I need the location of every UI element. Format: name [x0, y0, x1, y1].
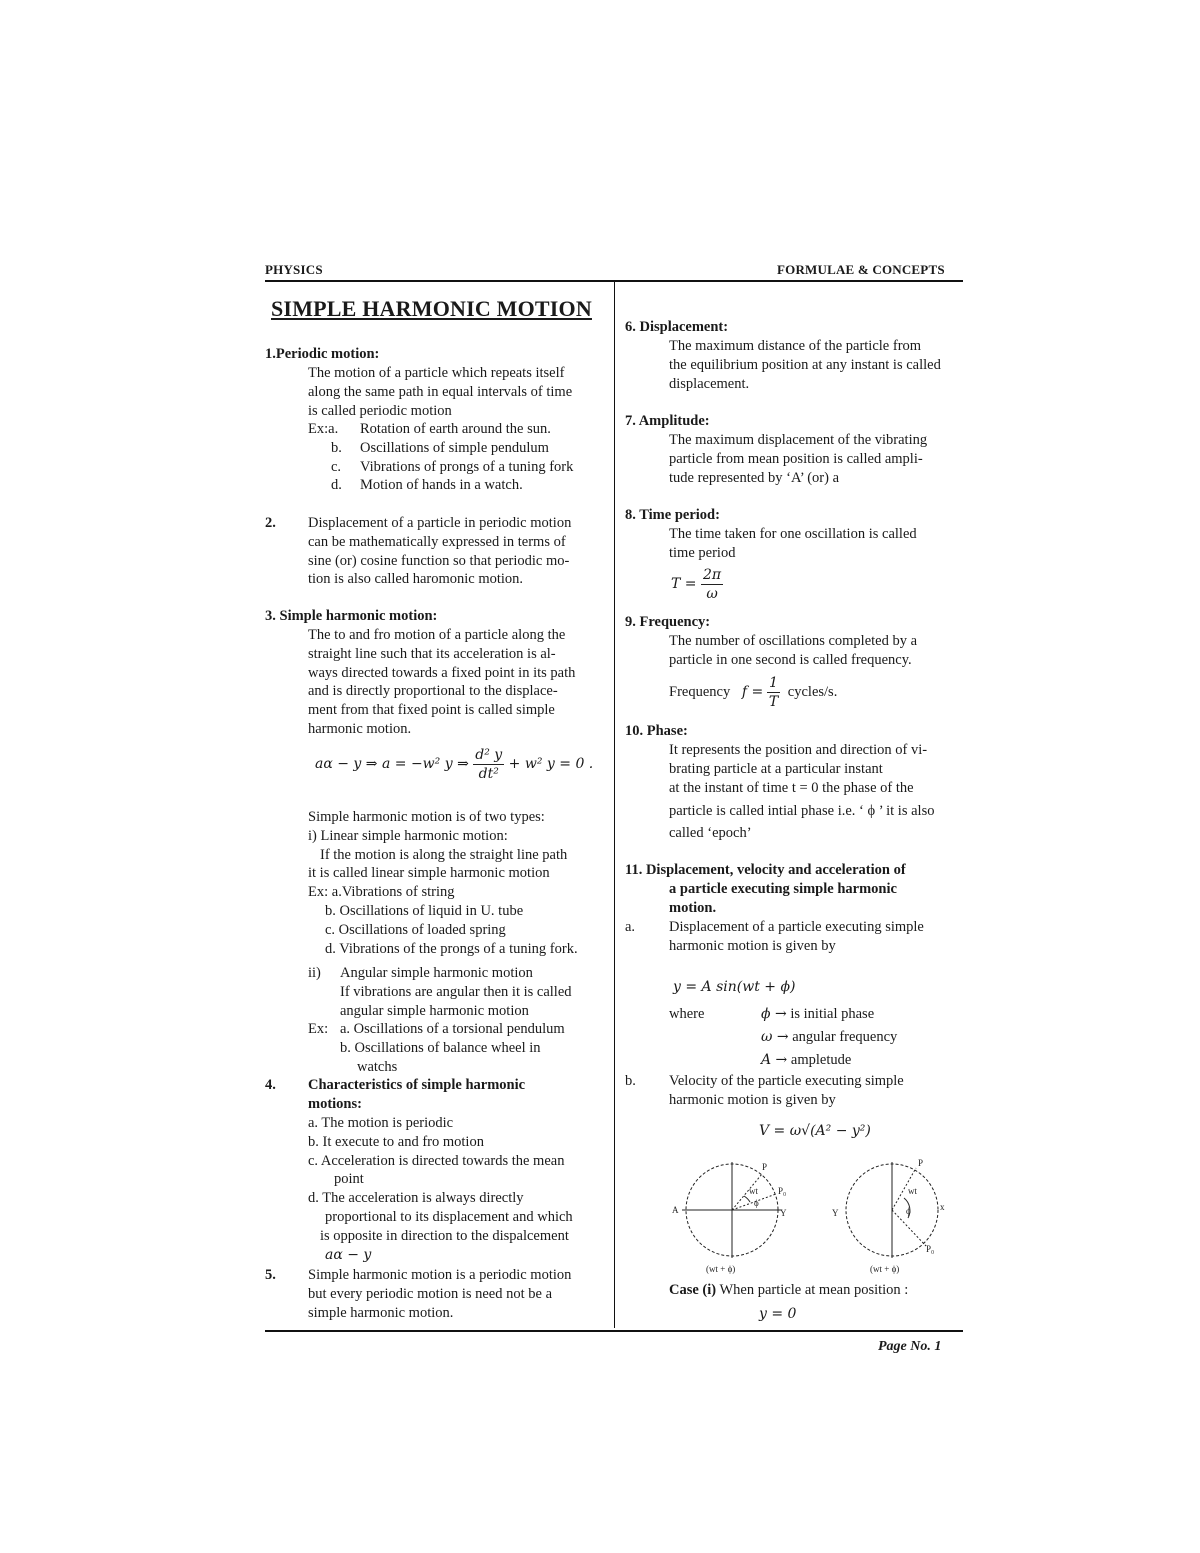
list-item: proportional to its displacement and which — [325, 1208, 573, 1225]
text-line: It represents the position and direction of vi- — [669, 742, 928, 758]
label-y: Y — [780, 1208, 787, 1218]
text-line: straight line such that its acceleration is al- — [308, 645, 556, 662]
list-item: ω → angular frequency — [761, 1029, 898, 1045]
case-label: Case (i) — [669, 1282, 717, 1298]
list-item: point — [334, 1171, 364, 1188]
shm-equation: aα − y ⇒ a = −w² y ⇒ $\frac{\text{d² y}}{\text{dt²}}$ + w² y = 0 . — [315, 747, 594, 782]
section-1-body — [308, 364, 608, 420]
item-b-label: b. — [625, 1073, 636, 1089]
figure-1-caption: (wt + ϕ) — [706, 1264, 736, 1274]
text-line: The number of oscillations completed by a — [669, 633, 918, 649]
text-line: at the instant of time t = 0 the phase of the — [669, 779, 914, 796]
section-9-heading: 9. Frequency: — [625, 614, 711, 630]
text-line: displacement. — [669, 375, 750, 392]
item-b-body — [669, 1072, 964, 1110]
case-equation: y = 0 — [759, 1306, 797, 1322]
section-3-body — [308, 626, 608, 739]
section-3-heading: 3. Simple harmonic motion: — [265, 608, 438, 624]
page-title: SIMPLE HARMONIC MOTION — [271, 296, 592, 321]
time-period-equation: T = $\frac{2\pi}{\omega}$ — [671, 567, 722, 602]
text-line: harmonic motion is given by — [669, 937, 836, 954]
figure-2 — [832, 1158, 945, 1274]
figure-1 — [672, 1162, 787, 1274]
section-9-body — [669, 632, 964, 670]
text-line: Displacement of a particle in periodic motion — [308, 515, 572, 531]
case-text: When particle at mean position : — [719, 1282, 909, 1298]
list-item: Rotation of earth around the sun. — [360, 421, 551, 437]
text-line: harmonic motion. — [308, 720, 412, 737]
section-10-body — [669, 741, 964, 843]
section-1-examples — [331, 420, 611, 495]
text-line: The maximum displacement of the vibrating — [669, 432, 928, 448]
text-line: The to and fro motion of a particle along the — [308, 627, 566, 643]
section-10-heading: 10. Phase: — [625, 723, 688, 739]
section-4-list — [308, 1114, 608, 1264]
reference-circle-figures — [670, 1158, 960, 1278]
label-p: P — [918, 1158, 924, 1168]
angular-examples-label: Ex: — [308, 1021, 329, 1037]
text-line: ment from that fixed point is called simple — [308, 702, 555, 719]
text-line: The motion of a particle which repeats itself — [308, 365, 565, 381]
footer-rule — [265, 1330, 963, 1332]
column-divider — [614, 282, 615, 1328]
list-item: Ex: a.Vibrations of string — [308, 884, 455, 901]
text-line: particle in one second is called frequency. — [669, 651, 912, 668]
list-item: d. Vibrations of the prongs of a tuning fork. — [325, 940, 578, 957]
list-item: d. Motion of hands in a watch. — [331, 477, 523, 494]
text-line: Simple harmonic motion is a periodic motion — [308, 1267, 572, 1283]
section-7-heading: 7. Amplitude: — [625, 413, 710, 429]
list-item: A → ampletude — [761, 1052, 852, 1068]
text-line: tude represented by ‘A’ (or) a — [669, 469, 840, 486]
text-line: simple harmonic motion. — [308, 1304, 454, 1321]
label-p: P — [762, 1162, 768, 1172]
section-5-body — [308, 1266, 608, 1322]
header-left: PHYSICS — [265, 262, 323, 277]
angular-examples — [340, 1020, 610, 1076]
label-wt: wt — [908, 1186, 917, 1196]
item-a-body — [669, 918, 964, 956]
list-item: c. Acceleration is directed towards the mean — [308, 1152, 565, 1169]
section-8-body — [669, 525, 964, 563]
section-2-body — [308, 514, 608, 589]
examples-label: Ex:a. — [308, 421, 339, 437]
linear-shm-label: i) Linear simple harmonic motion: — [308, 827, 508, 844]
text-line: Simple harmonic motion is of two types: — [308, 809, 545, 825]
section-6-body — [669, 337, 964, 393]
angular-shm-label: Angular simple harmonic motion — [340, 965, 533, 981]
section-2-number: 2. — [265, 515, 276, 531]
section-8-heading: 8. Time period: — [625, 507, 720, 523]
list-item: b. It execute to and fro motion — [308, 1133, 484, 1150]
text-line: particle is called intial phase i.e. ‘ ϕ ’ it is also — [669, 803, 935, 820]
section-11-heading: 11. Displacement, velocity and acceleration of a particle executing simple harmonic motion. — [625, 862, 906, 916]
text-line: it is called linear simple harmonic motion — [308, 865, 550, 882]
text-line: The maximum distance of the particle from — [669, 338, 922, 354]
list-item: is opposite in direction to the dispalcement — [320, 1227, 569, 1244]
label-x: x — [940, 1202, 945, 1212]
header-right: FORMULAE & CONCEPTS — [777, 262, 945, 277]
frequency-equation: Frequency f = $\frac{1}{T}$ cycles/s. — [669, 675, 838, 710]
list-item: b. Oscillations of liquid in U. tube — [325, 902, 524, 919]
velocity-equation: V = ω√(A² − y²) — [759, 1123, 871, 1139]
section-1-heading: 1.Periodic motion: — [265, 346, 380, 362]
angular-shm-number: ii) — [308, 965, 321, 981]
text-line: the equilibrium position at any instant is called — [669, 356, 941, 373]
list-item: a. Oscillations of a torsional pendulum — [340, 1021, 565, 1037]
label-phi: ϕ — [754, 1198, 759, 1208]
text-line: can be mathematically expressed in terms of — [308, 533, 566, 550]
list-item: d. The acceleration is always directly — [308, 1190, 524, 1207]
section-4-number: 4. — [265, 1077, 276, 1093]
label-p0: P₀ — [926, 1244, 935, 1254]
figure-2-caption: (wt + ϕ) — [870, 1264, 900, 1274]
text-line: sine (or) cosine function so that periodic mo- — [308, 552, 570, 569]
text-line: angular simple harmonic motion — [340, 1002, 529, 1019]
list-item: watchs — [357, 1058, 398, 1075]
angular-shm — [340, 964, 610, 1020]
text-line: tion is also called haromonic motion. — [308, 571, 524, 588]
text-line: along the same path in equal intervals of time — [308, 383, 573, 400]
section-4-heading: Characteristics of simple harmonic motions: — [308, 1077, 526, 1112]
list-item: b. Oscillations of balance wheel in — [340, 1039, 541, 1056]
text-line: brating particle at a particular instant — [669, 760, 883, 777]
text-line: Velocity of the particle executing simple — [669, 1073, 904, 1089]
list-item: a. The motion is periodic — [308, 1115, 454, 1131]
text-line: ways directed towards a fixed point in its path — [308, 664, 576, 681]
list-item: aα − y — [325, 1246, 372, 1263]
list-item: ϕ → is initial phase — [761, 1006, 875, 1022]
text-line: particle from mean position is called ampli- — [669, 450, 923, 467]
displacement-equation: y = A sin(wt + ϕ) — [673, 979, 796, 995]
section-7-body — [669, 431, 964, 487]
label-y: Y — [832, 1208, 839, 1218]
text-line: but every periodic motion is need not be a — [308, 1285, 553, 1302]
case-i — [669, 1281, 908, 1300]
where-label: where — [669, 1006, 705, 1022]
text-line: harmonic motion is given by — [669, 1091, 836, 1108]
label-a: A — [672, 1205, 679, 1215]
text-line: If vibrations are angular then it is called — [340, 983, 572, 1000]
page-number: Page No. 1 — [878, 1339, 942, 1354]
text-line: If the motion is along the straight line path — [320, 846, 568, 863]
label-p0: P₀ — [778, 1186, 787, 1196]
list-item: c. Vibrations of prongs of a tuning fork — [331, 458, 574, 475]
section-6-heading: 6. Displacement: — [625, 319, 729, 335]
text-line: The time taken for one oscillation is called — [669, 526, 917, 542]
text-line: is called periodic motion — [308, 402, 452, 419]
shm-types — [308, 808, 608, 958]
label-wt: wt — [749, 1186, 758, 1196]
text-line: time period — [669, 544, 736, 561]
item-a-label: a. — [625, 919, 636, 935]
label-phi: ϕ — [906, 1206, 911, 1216]
text-line: called ‘epoch’ — [669, 825, 752, 842]
list-item: b. Oscillations of simple pendulum — [331, 439, 549, 456]
text-line: and is directly proportional to the displace- — [308, 683, 558, 700]
list-item: c. Oscillations of loaded spring — [325, 921, 506, 938]
text-line: Displacement of a particle executing simple — [669, 919, 924, 935]
section-5-number: 5. — [265, 1267, 276, 1283]
symbol-definitions — [761, 1005, 961, 1074]
